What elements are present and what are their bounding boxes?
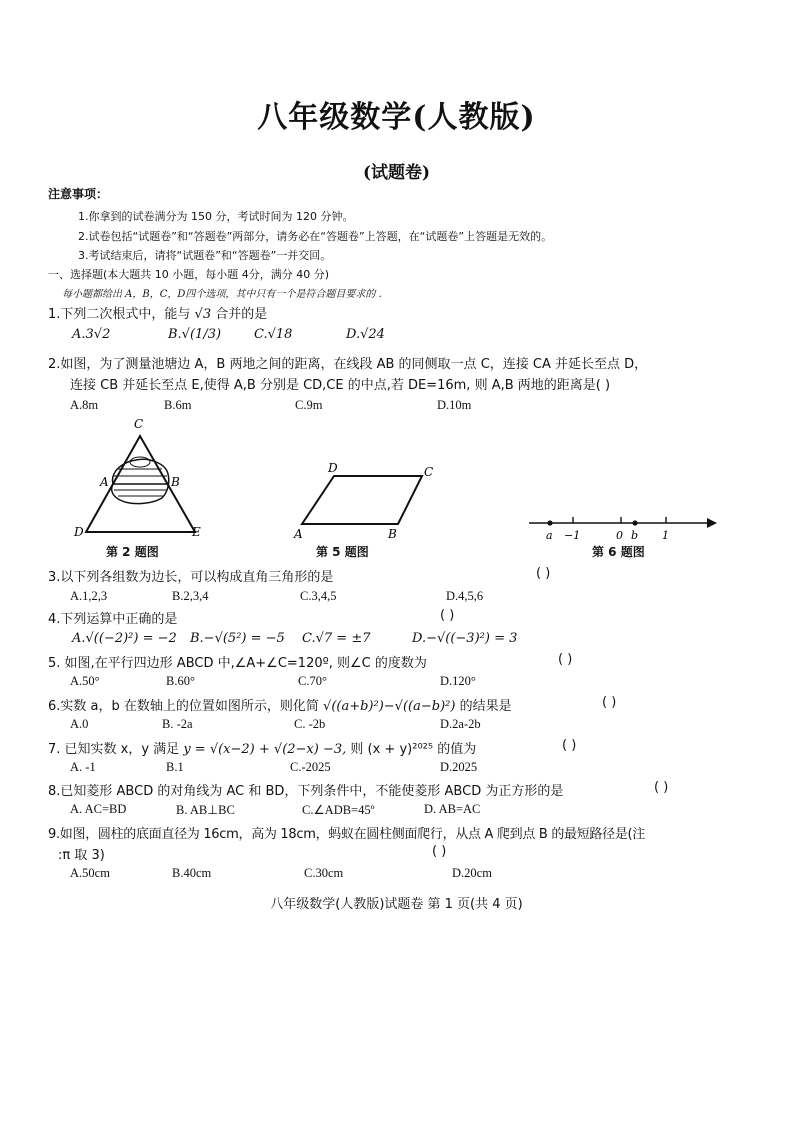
notice-heading: 注意事项： [48,187,109,201]
q5-option-c[interactable]: C.70° [298,674,327,688]
q2-option-b[interactable]: B.6m [164,398,192,412]
q9-option-a[interactable]: A.50cm [70,866,110,880]
q9-line-1: 9.如图，圆柱的底面直径为 16cm，高为 18cm，蚂蚁在圆柱侧面爬行，从点 A 爬到点 B 的最短路径是(注 [48,827,645,842]
q5-option-b[interactable]: B.60° [166,674,195,688]
fig6-label-zero: 0 [616,529,623,542]
q9-answer-paren: ( ) [432,844,447,859]
figure-q2-triangle [70,412,215,542]
q5-option-a[interactable]: A.50° [70,674,100,688]
q8-option-d[interactable]: D. AB=AC [424,802,481,816]
q2-line-2: 连接 CB 并延长至点 E,使得 A,B 分别是 CD,CE 的中点,若 DE=16m, 则 A,B 两地的距离是( ) [70,378,611,393]
q4-option-a[interactable]: A.√((−2)²) = −2 [72,631,177,646]
fig5-caption: 第 5 题图 [316,545,369,559]
q4-stem: 4.下列运算中正确的是 [48,612,178,627]
q9-line-2: :π 取 3) [58,848,105,863]
q9-option-b[interactable]: B.40cm [172,866,212,880]
figure-q6-number-line [525,508,725,544]
fig2-label-e: E [192,525,201,539]
q5-stem: 5. 如图,在平行四边形 ABCD 中,∠A+∠C=120º, 则∠C 的度数为 [48,656,427,671]
figure-q5-parallelogram [290,458,440,543]
fig2-caption: 第 2 题图 [106,545,159,559]
q7-option-d[interactable]: D.2025 [440,760,478,774]
q7-stem-text: 7. 已知实数 x，y 满足 [48,742,180,757]
q6-option-a[interactable]: A.0 [70,717,89,731]
q4-answer-paren: ( ) [440,608,455,623]
q2-line-1: 2.如图，为了测量池塘边 A，B 两地之间的距离，在线段 AB 的同侧取一点 C，连接 CA 并延长至点 D， [48,357,648,372]
q6-stem-text: 6.实数 a，b 在数轴上的位置如图所示，则化简 [48,699,319,714]
q8-option-a[interactable]: A. AC=BD [70,802,127,816]
q7-answer-paren: ( ) [562,738,577,753]
q2-option-c[interactable]: C.9m [295,398,323,412]
fig2-label-c: C [134,417,144,431]
q2-option-d[interactable]: D.10m [437,398,472,412]
q3-option-b[interactable]: B.2,3,4 [172,589,209,603]
fig5-label-d: D [328,461,338,475]
q1-option-d[interactable]: D.√24 [346,327,385,342]
q9-option-c[interactable]: C.30cm [304,866,344,880]
q4-option-b[interactable]: B.−√(5²) = −5 [190,631,285,646]
fig5-label-a: A [294,527,303,541]
q1-stem-math: √3 [194,307,212,322]
q7-stem [48,738,476,757]
q8-answer-paren: ( ) [654,780,669,795]
q6-stem [48,695,512,714]
q7-option-b[interactable]: B.1 [166,760,184,774]
notice-item-1: 1.你拿到的试卷满分为 150 分，考试时间为 120 分钟。 [78,210,354,223]
q1-option-c[interactable]: C.√18 [254,327,293,342]
q3-stem: 3.以下列各组数为边长，可以构成直角三角形的是 [48,570,334,585]
q1-option-a[interactable]: A.3√2 [72,327,111,342]
fig6-label-one: 1 [662,529,669,542]
q6-stem-math: √((a+b)²)−√((a−b)²) [323,699,456,714]
fig6-label-minus-one: −1 [564,529,581,542]
fig6-label-b: b [631,529,639,542]
fig2-label-b: B [171,475,180,489]
q3-answer-paren: ( ) [536,566,551,581]
notice-item-2: 2.试卷包括“试题卷”和“答题卷”两部分，请务必在“答题卷”上答题，在“试题卷”上答题是无效的。 [78,230,553,243]
q7-option-c[interactable]: C.-2025 [290,760,331,774]
q6-option-b[interactable]: B. -2a [162,717,193,731]
q1-stem [48,303,267,322]
fig2-label-a: A [100,475,109,489]
section-heading: 一、选择题(本大题共 10 小题，每小题 4分，满分 40 分) [48,268,330,281]
q9-option-d[interactable]: D.20cm [452,866,492,880]
q7-stem-math: y = √(x−2) + √(2−x) −3, [183,742,347,757]
q2-option-a[interactable]: A.8m [70,398,99,412]
fig2-label-d: D [74,525,84,539]
q6-option-c[interactable]: C. -2b [294,717,326,731]
fig5-label-c: C [424,465,434,479]
fig6-label-a: a [546,529,553,542]
section-instruction: 每小题都给出 A，B，C，D四个选项，其中只有一个是符合题目要求的 . [62,289,382,300]
q4-option-d[interactable]: D.−√((−3)²) = 3 [412,631,518,646]
q1-option-b[interactable]: B.√(1/3) [168,327,222,342]
notice-item-3: 3.考试结束后，请将“试题卷”和“答题卷”一并交回。 [78,249,332,262]
q1-stem-text: 1.下列二次根式中，能与 [48,307,191,322]
fig6-caption: 第 6 题图 [592,545,645,559]
q4-option-c[interactable]: C.√7 = ±7 [302,631,371,646]
q7-stem-end: 则 (x + y)²⁰²⁵ 的值为 [350,742,477,757]
q3-option-d[interactable]: D.4,5,6 [446,589,484,603]
q1-stem-end: 合并的是 [215,307,268,322]
q8-stem: 8.已知菱形 ABCD 的对角线为 AC 和 BD，下列条件中，不能使菱形 ABCD 为正方形的是 [48,784,564,799]
page-footer: 八年级数学(人教版)试题卷 第 1 页(共 4 页) [270,897,523,912]
q8-option-c[interactable]: C.∠ADB=45º [302,803,375,817]
q6-stem-end: 的结果是 [459,699,512,714]
q6-option-d[interactable]: D.2a-2b [440,717,481,731]
fig5-label-b: B [388,527,397,541]
q5-option-d[interactable]: D.120° [440,674,476,688]
q5-answer-paren: ( ) [558,652,573,667]
q8-option-b[interactable]: B. AB⊥BC [176,803,235,817]
page-title: 八年级数学(人教版) [257,100,536,135]
q3-option-c[interactable]: C.3,4,5 [300,589,337,603]
q3-option-a[interactable]: A.1,2,3 [70,589,108,603]
page-subtitle: (试题卷) [362,163,431,183]
q7-option-a[interactable]: A. -1 [70,760,96,774]
q6-answer-paren: ( ) [602,695,617,710]
